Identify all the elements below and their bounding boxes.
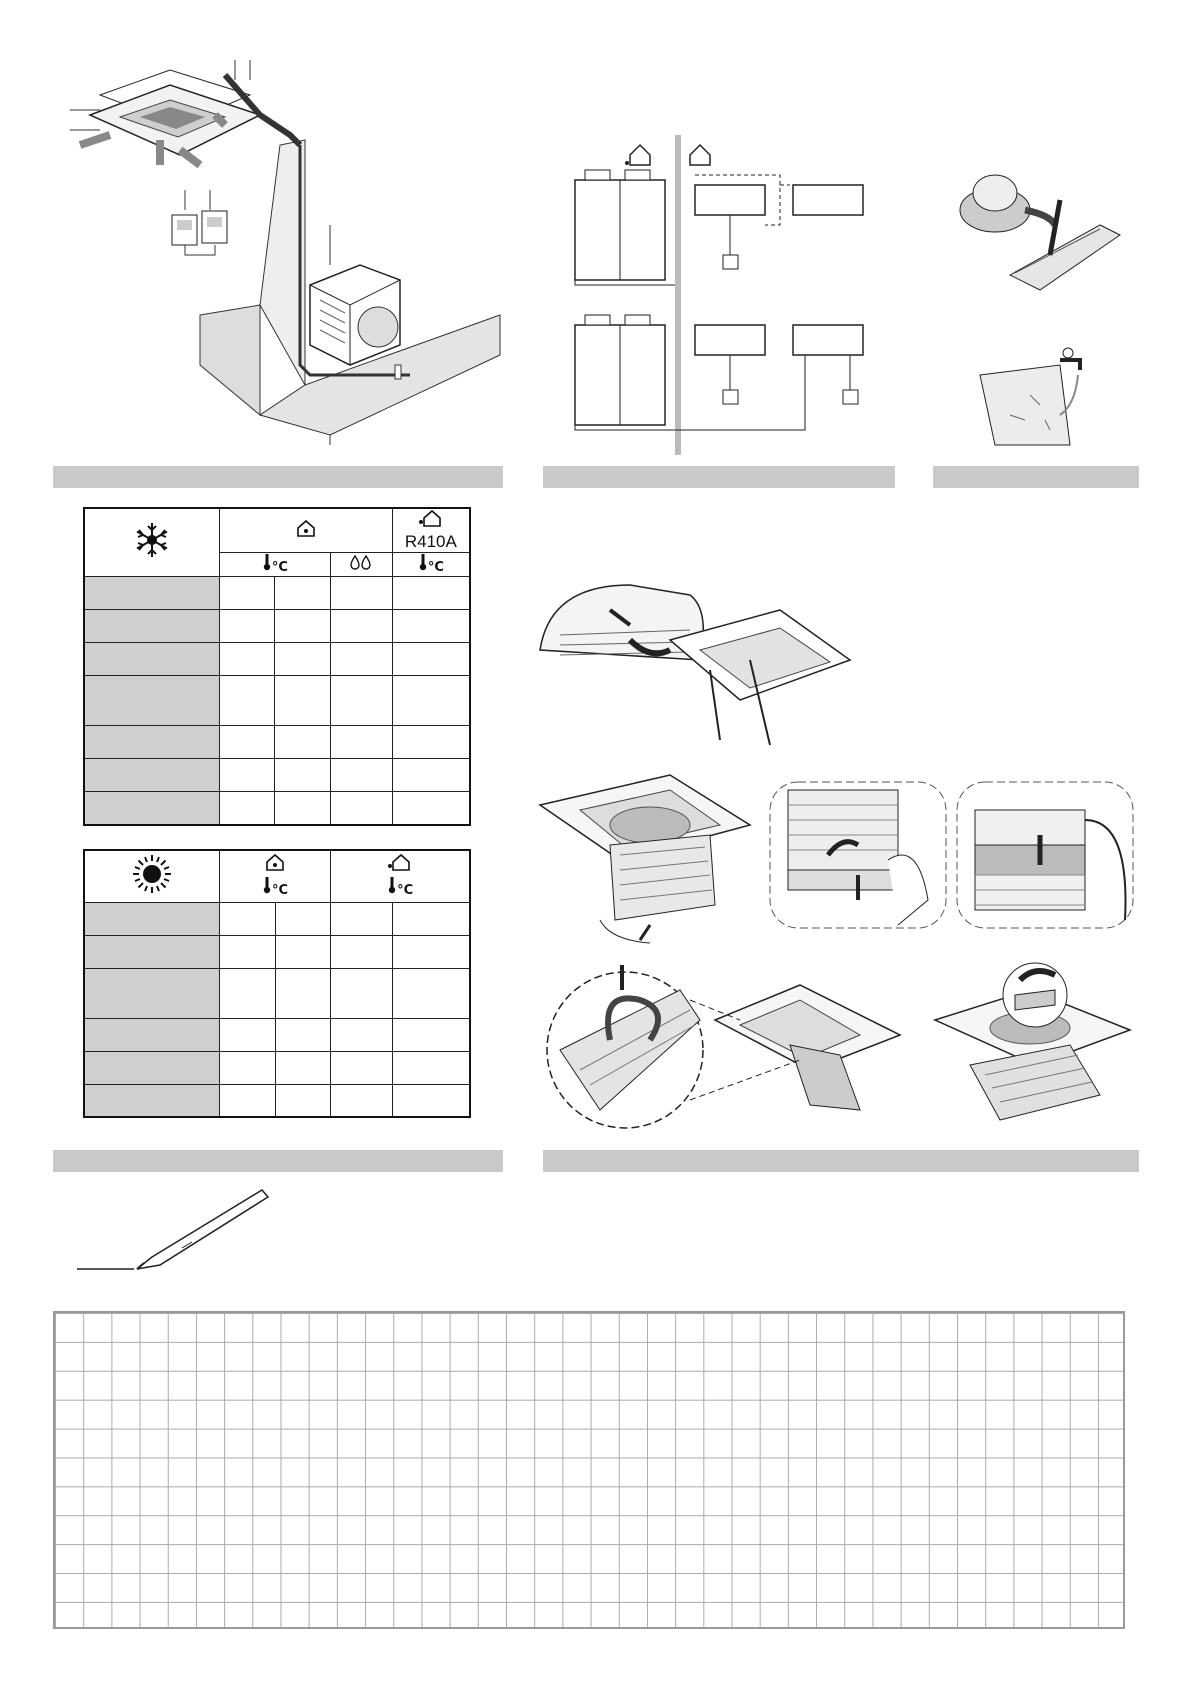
filter-reinstall-illustration xyxy=(930,960,1130,1130)
system-overview-illustration xyxy=(60,55,500,455)
table-row xyxy=(84,1051,470,1084)
section-bar-system xyxy=(53,466,503,488)
outdoor-house-icon xyxy=(419,509,443,527)
table-row xyxy=(84,792,470,825)
thermometer-icon xyxy=(262,876,272,894)
thermometer-icon xyxy=(387,876,397,894)
table-row xyxy=(84,1084,470,1117)
latch-detail-illustration-1 xyxy=(768,780,948,930)
table-row xyxy=(84,676,470,726)
filter-hook-illustration xyxy=(540,960,900,1130)
grille-remove-illustration xyxy=(540,775,750,945)
table-row xyxy=(84,759,470,792)
table-row xyxy=(84,902,470,935)
notes-grid xyxy=(53,1311,1125,1629)
section-bar-cleaning xyxy=(933,466,1139,488)
indoor-header xyxy=(219,850,330,902)
table-row xyxy=(84,968,470,1018)
indoor-house-icon xyxy=(264,853,286,871)
heating-header xyxy=(84,850,219,902)
latch-detail-illustration-2 xyxy=(955,780,1135,930)
humidity-drops-icon xyxy=(348,554,374,570)
filter-cleaning-illustration xyxy=(950,165,1130,455)
temp-unit: °C xyxy=(397,883,414,899)
temp-unit: °C xyxy=(427,560,444,575)
pen-icon xyxy=(72,1185,272,1270)
cooling-operating-range-table xyxy=(83,507,471,826)
grille-open-illustration xyxy=(540,580,860,750)
indoor-house-icon xyxy=(295,519,317,537)
outdoor-temp-header xyxy=(392,553,470,577)
refrigerant-label: R410A xyxy=(404,532,457,551)
temp-unit: °C xyxy=(272,883,289,899)
section-bar-filter-removal xyxy=(543,1150,1139,1172)
wiring-configuration-illustration xyxy=(565,125,885,455)
sun-icon xyxy=(130,852,174,896)
outdoor-house-icon xyxy=(388,853,412,871)
thermometer-icon xyxy=(262,553,272,571)
section-bar-operating-range xyxy=(53,1150,503,1172)
outdoor-header xyxy=(331,850,470,902)
table-row xyxy=(84,577,470,610)
heating-operating-range-table xyxy=(83,849,471,1118)
table-row xyxy=(84,1018,470,1051)
thermometer-icon xyxy=(418,553,428,571)
temp-unit: °C xyxy=(271,560,288,575)
indoor-humidity-header xyxy=(330,553,392,577)
cooling-header xyxy=(84,508,219,577)
indoor-temp-header xyxy=(219,553,330,577)
table-row xyxy=(84,726,470,759)
indoor-header xyxy=(219,508,392,553)
table-row xyxy=(84,643,470,676)
table-row xyxy=(84,935,470,968)
outdoor-header xyxy=(392,508,470,553)
snowflake-icon xyxy=(132,520,172,560)
section-bar-wiring xyxy=(543,466,895,488)
table-row xyxy=(84,610,470,643)
